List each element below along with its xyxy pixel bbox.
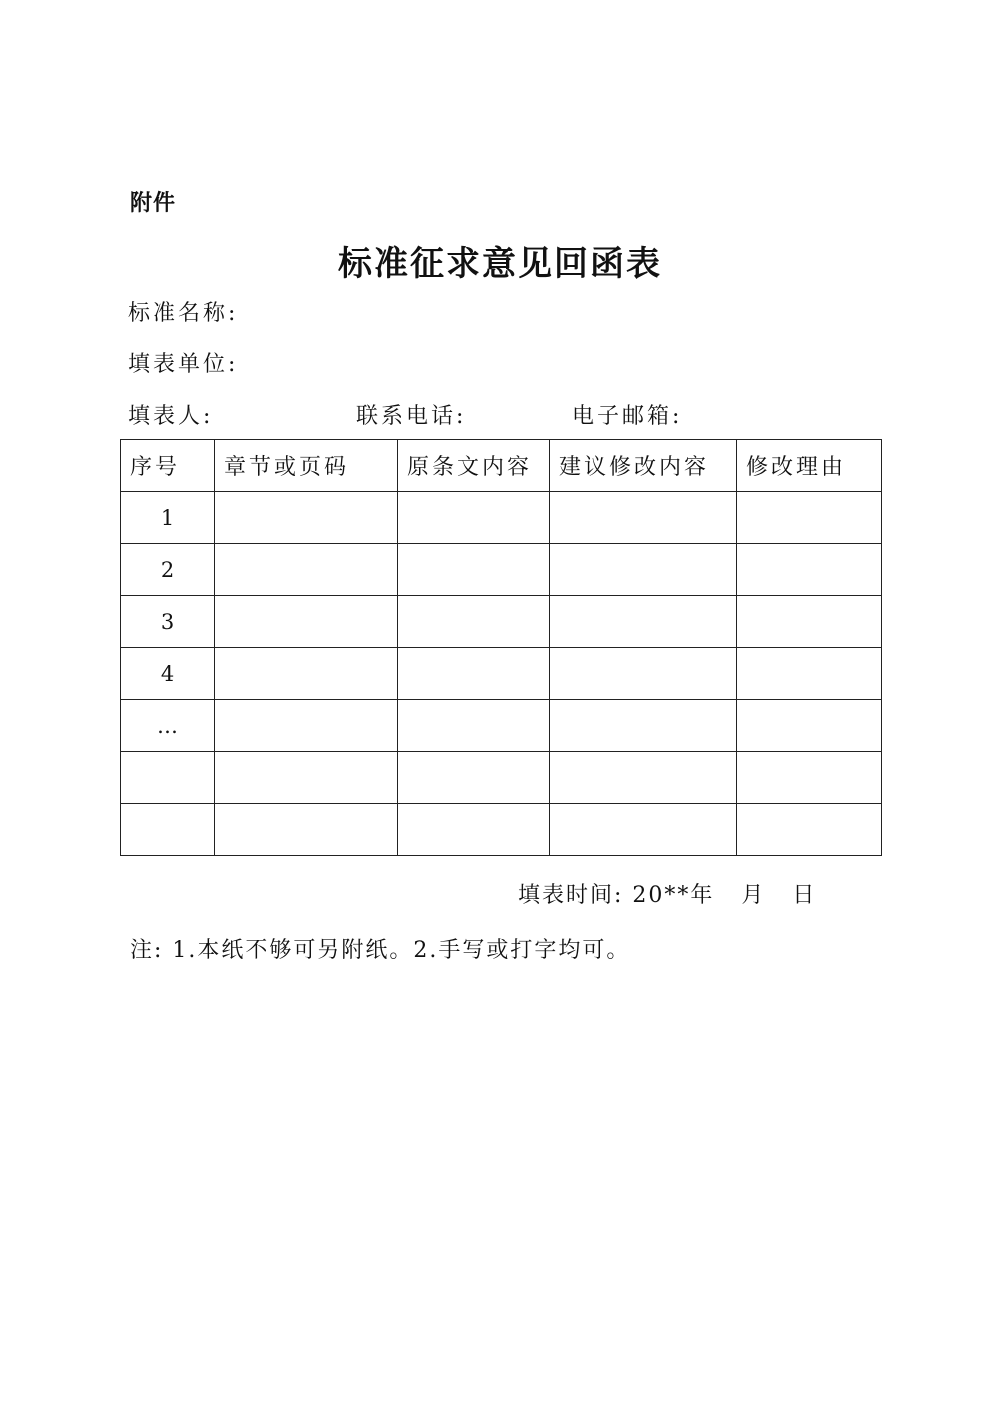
standard-name-label: 标准名称: — [128, 301, 239, 326]
table-cell-serial: 3 — [121, 596, 215, 648]
table-cell — [737, 492, 882, 544]
table-cell — [737, 544, 882, 596]
table-cell — [737, 700, 882, 752]
table-cell — [398, 492, 550, 544]
table-cell — [215, 492, 398, 544]
header-original-text: 原条文内容 — [398, 440, 550, 492]
table-cell-serial: … — [121, 700, 215, 752]
header-reason: 修改理由 — [737, 440, 882, 492]
table-cell — [215, 752, 398, 804]
phone-label: 联系电话: — [356, 404, 467, 429]
table-cell — [550, 804, 737, 856]
table-cell — [550, 544, 737, 596]
table-cell — [550, 700, 737, 752]
table-cell — [398, 596, 550, 648]
table-row — [121, 752, 882, 804]
filler-label: 填表人: — [128, 404, 214, 429]
table-cell — [215, 544, 398, 596]
attachment-label: 附件 — [130, 191, 177, 216]
table-cell — [737, 596, 882, 648]
table-cell — [550, 596, 737, 648]
table-cell — [737, 752, 882, 804]
table-cell-serial: 4 — [121, 648, 215, 700]
header-serial-number: 序号 — [121, 440, 215, 492]
table-cell — [215, 596, 398, 648]
table-header-row — [121, 440, 882, 492]
feedback-table — [120, 439, 882, 856]
table-row — [121, 804, 882, 856]
table-cell — [398, 648, 550, 700]
header-chapter-page: 章节或页码 — [215, 440, 398, 492]
table-cell — [737, 804, 882, 856]
table-cell — [398, 752, 550, 804]
table-cell — [550, 492, 737, 544]
table-cell — [215, 648, 398, 700]
table-cell-serial — [121, 804, 215, 856]
table-cell — [215, 804, 398, 856]
header-suggested-change: 建议修改内容 — [550, 440, 737, 492]
page-title: 标准征求意见回函表 — [338, 244, 662, 284]
table-cell-serial: 1 — [121, 492, 215, 544]
table-cell — [398, 544, 550, 596]
table-cell — [737, 648, 882, 700]
table-cell-serial: 2 — [121, 544, 215, 596]
table-row — [121, 596, 882, 648]
table-row — [121, 492, 882, 544]
footnote: 注: 1.本纸不够可另附纸。2.手写或打字均可。 — [130, 938, 631, 963]
email-label: 电子邮箱: — [572, 404, 683, 429]
fill-date: 填表时间: 20**年 月 日 — [518, 883, 817, 908]
table-row — [121, 544, 882, 596]
filling-unit-label: 填表单位: — [128, 352, 239, 377]
table-row — [121, 700, 882, 752]
table-row — [121, 648, 882, 700]
table-cell — [215, 700, 398, 752]
table-cell — [550, 648, 737, 700]
table-cell-serial — [121, 752, 215, 804]
table-cell — [398, 700, 550, 752]
table-cell — [398, 804, 550, 856]
table-cell — [550, 752, 737, 804]
